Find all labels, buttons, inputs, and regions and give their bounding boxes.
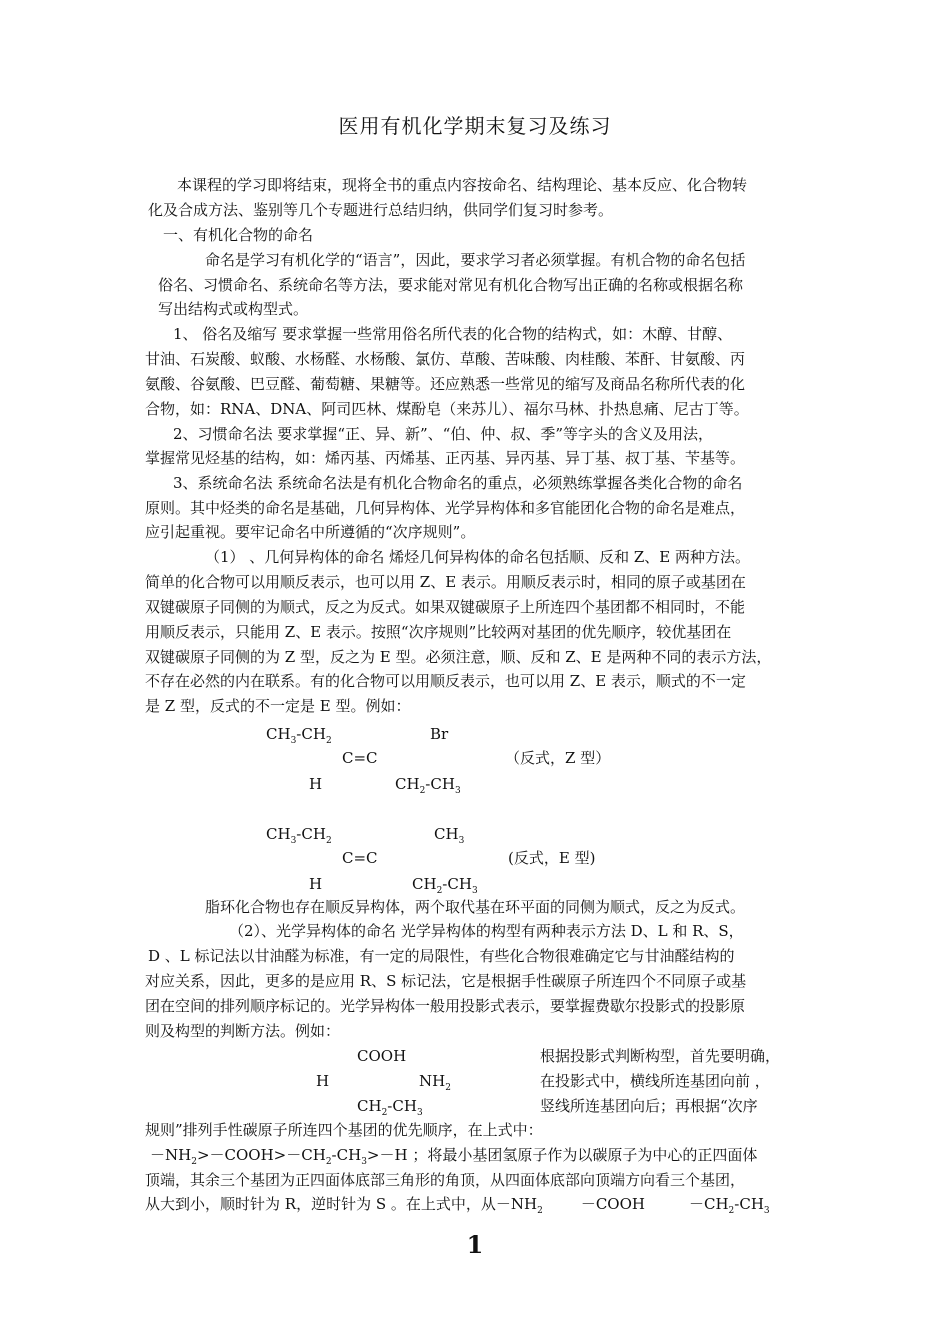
section-para-line-1: 命名是学习有机化学的“语言”，因此，要求学习者必须掌握。有机合物的命名包括 [205, 251, 746, 269]
fischer-note-line-3: 竖线所连基团向后；再根据“次序 [540, 1097, 758, 1115]
ex1-bottom-right-group: $CH_2-CH_3$ [395, 775, 461, 796]
intro-line-2: 化及合成方法、鉴别等几个专题进行总结归纳，供同学们复习时参考。 [148, 201, 614, 219]
fischer-note-line-1: 根据投影式判断构型，首先要明确， [540, 1047, 781, 1065]
section-para-line-2: 俗名、习惯命名、系统命名等方法，要求能对常见有机化合物写出正确的名称或根据名称 [158, 276, 744, 294]
ring-note: 脂环化合物也存在顺反异构体，两个取代基在环平面的同侧为顺式，反之为反式。 [205, 898, 746, 916]
ex1-label: （反式，Z 型） [505, 749, 611, 767]
sub1-line-2: 简单的化合物可以用顺反表示，也可以用 Z、E 表示。用顺反表示时，相同的原子或基团在 [145, 573, 746, 591]
sub1-line-5: 双键碳原子同侧的为 Z 型，反之为 E 型。必须注意，顺、反和 Z、E 是两种不同的表示方法， [145, 648, 772, 666]
item2-line-2: 掌握常见烃基的结构，如：烯丙基、丙烯基、正丙基、异丙基、异丁基、叔丁基、苄基等。 [145, 449, 746, 467]
ex2-top-right-group: $CH_3$ [434, 825, 465, 846]
ex2-bottom-right-group: $CH_2-CH_3$ [412, 875, 478, 896]
ex2-top-left-group: $CH_3-CH_2$ [266, 825, 332, 846]
fischer-note-line-2: 在投影式中，横线所连基团向前 ， [540, 1072, 770, 1090]
section-para-line-3: 写出结构式或构型式。 [158, 300, 309, 318]
sub1-line-7: 是 Z 型，反式的不一定是 E 型。例如： [145, 697, 411, 715]
item3-line-2: 原则。其中烃类的命名是基础，几何异构体、光学异构体和多官能团化合物的命名是难点， [145, 499, 746, 517]
tail-line-1: 顶端，其余三个基团为正四面体底部三角形的角顶，从四面体底部向顶端方向看三个基团， [145, 1171, 746, 1189]
document-title: 医用有机化学期末复习及练习 [338, 114, 612, 138]
sub1-line-6: 不存在必然的内在联系。有的化合物可以用顺反表示，也可以用 Z、E 表示，顺式的不一定 [145, 672, 746, 690]
ex1-top-left-group: $CH_3-CH_2$ [266, 725, 332, 746]
item1-line-4: 合物，如：RNA、DNA、阿司匹林、煤酚皂（来苏儿）、福尔马林、扑热息痛、尼古丁等。 [145, 400, 749, 418]
fischer-bottom-group: $CH_2-CH_3$ [357, 1097, 423, 1118]
sub2-line-3: 对应关系，因此，更多的是应用 R、S 标记法，它是根据手性碳原子所连四个不同原子或基 [145, 972, 747, 990]
item2-line-1: 2、习惯命名法 要求掌握“正、异、新”、“伯、仲、叔、季”等字头的含义及用法， [173, 425, 713, 443]
ex1-bottom-left-group: H [309, 775, 323, 793]
fischer-left-group: H [316, 1072, 330, 1090]
sub2-line-2: D 、L 标记法以甘油醛为标准，有一定的局限性，有些化合物很难确定它与甘油醛结构的 [148, 947, 735, 965]
sub1-line-1: （1） 、几何异构体的命名 烯烃几何异构体的命名包括顺、反和 Z、E 两种方法。 [205, 548, 750, 566]
ex2-label: (反式，E 型) [508, 849, 596, 867]
ex2-bottom-left-group: H [309, 875, 323, 893]
after-fischer-line: 规则”排列手性碳原子所连四个基团的优先顺序，在上式中： [145, 1121, 543, 1139]
fischer-top-group: COOH [357, 1047, 407, 1065]
item3-line-3: 应引起重视。要牢记命名中所遵循的“次序规则”。 [145, 523, 476, 541]
sub2-line-4: 团在空间的排列顺序标记的。光学异构体一般用投影式表示，要掌握费歇尔投影式的投影原 [145, 997, 746, 1015]
ex1-double-bond: C=C [342, 749, 378, 767]
item1-line-1: 1、 俗名及缩写 要求掌握一些常用俗名所代表的化合物的结构式，如：木醇、甘醇、 [173, 325, 733, 343]
sub1-line-4: 用顺反表示，只能用 Z、E 表示。按照“次序规则”比较两对基团的优先顺序，较优基团在 [145, 623, 732, 641]
tail-line-2: 从大到小，顺时针为 R，逆时针为 S 。在上式中，从$-NH_2$ －COOH $-CH_2-CH_3$ [145, 1195, 770, 1216]
sub1-line-3: 双键碳原子同侧的为顺式，反之为反式。如果双键碳原子上所连四个基团都不相同时，不能 [145, 598, 746, 616]
page-number: 1 [466, 1230, 484, 1259]
ex1-top-right-group: Br [430, 725, 449, 743]
item3-line-1: 3、系统命名法 系统命名法是有机化合物命名的重点，必须熟练掌握各类化合物的命名 [173, 474, 743, 492]
sub2-line-1: （2）、光学异构体的命名 光学异构体的构型有两种表示方法 D、L 和 R、S， [229, 922, 744, 940]
fischer-right-group: $NH_2$ [419, 1072, 451, 1093]
section-heading: 一、有机化合物的命名 [163, 226, 314, 244]
intro-line-1: 本课程的学习即将结束，现将全书的重点内容按命名、结构理论、基本反应、化合物转 [177, 176, 748, 194]
sub2-line-5: 则及构型的判断方法。例如： [145, 1022, 341, 1040]
priority-order-line: $-NH_2>-COOH>-CH_2-CH_3>-H$ ；将最小基团氢原子作为以碳原子为中心的正四面体 [150, 1146, 758, 1167]
item1-line-2: 甘油、石炭酸、蚁酸、水杨醛、水杨酸、氯仿、草酸、苦味酸、肉桂酸、苯酐、甘氨酸、丙 [145, 350, 746, 368]
item1-line-3: 氨酸、谷氨酸、巴豆醛、葡萄糖、果糖等。还应熟悉一些常见的缩写及商品名称所代表的化 [145, 375, 746, 393]
ex2-double-bond: C=C [342, 849, 378, 867]
